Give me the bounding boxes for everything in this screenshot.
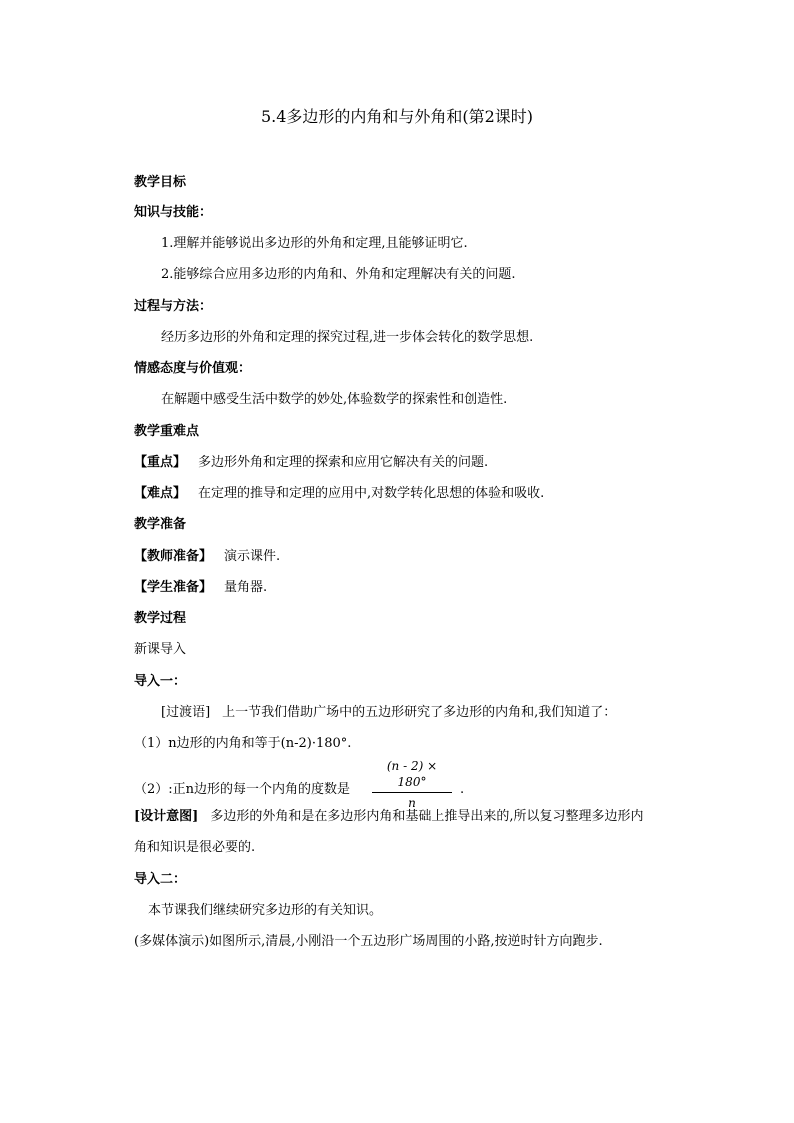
intro2-text: 本节课我们继续研究多边形的有关知识。 (148, 903, 383, 918)
design-text-1: 多边形的外角和是在多边形内角和基础上推导出来的,所以复习整理多边形内 (210, 809, 644, 824)
fact-1: （1）n边形的内角和等于(n-2)·180°. (134, 736, 352, 751)
key-label: 【重点】 (134, 455, 187, 470)
teacher-prep (134, 548, 280, 566)
media-text: (多媒体演示)如图所示,清晨,小刚沿一个五边形广场周围的小路,按逆时针方向跑步. (134, 934, 603, 949)
fraction-numerator: (n - 2) × 180° (372, 758, 452, 793)
fraction-denominator: n (408, 796, 416, 810)
knowledge-item-1: 1.理解并能够说出多边形的外角和定理,且能够证明它. (161, 236, 468, 251)
process-heading: 过程与方法： (134, 299, 213, 314)
emotion-heading: 情感态度与价值观： (134, 361, 252, 376)
key-text: 多边形外角和定理的探索和应用它解决有关的问题. (198, 455, 489, 470)
prep-heading: 教学准备 (134, 517, 187, 532)
document-title: 5.4多边形的内角和与外角和(第2课时) (260, 107, 534, 126)
transition-label: [过渡语] (161, 705, 211, 720)
fact-2-suffix: . (460, 782, 465, 797)
student-prep (134, 579, 267, 597)
knowledge-item-2: 2.能够综合应用多边形的内角和、外角和定理解决有关的问题. (161, 267, 516, 282)
intro2-heading: 导入二： (134, 872, 187, 887)
difficult-point (134, 485, 544, 503)
key-point (134, 454, 488, 472)
process-text: 经历多边形的外角和定理的探究过程,进一步体会转化的数学思想. (161, 330, 534, 345)
transition-text: 上一节我们借助广场中的五边形研究了多边形的内角和,我们知道了： (222, 705, 617, 720)
knowledge-heading: 知识与技能： (134, 205, 213, 220)
difficult-label: 【难点】 (134, 486, 187, 501)
goals-heading: 教学目标 (134, 175, 187, 190)
design-intent (134, 808, 643, 826)
design-label: [设计意图] (134, 809, 199, 824)
teacher-text: 演示课件. (224, 549, 281, 564)
fact-2-prefix: （2）:正n边形的每一个内角的度数是 (134, 782, 351, 797)
intro1-heading: 导入一： (134, 674, 187, 689)
emotion-text: 在解题中感受生活中数学的妙处,体验数学的探索性和创造性. (161, 392, 508, 407)
student-text: 量角器. (224, 580, 268, 595)
fraction-formula (372, 758, 452, 811)
teacher-label: 【教师准备】 (134, 549, 213, 564)
difficult-text: 在定理的推导和定理的应用中,对数学转化思想的体验和吸收. (198, 486, 545, 501)
student-label: 【学生准备】 (134, 580, 213, 595)
new-lesson: 新课导入 (134, 642, 187, 657)
keypoints-heading: 教学重难点 (134, 424, 200, 439)
design-text-2: 角和知识是很必要的. (134, 840, 256, 855)
process2-heading: 教学过程 (134, 611, 187, 626)
transition (161, 704, 616, 722)
fact-2 (134, 781, 350, 799)
